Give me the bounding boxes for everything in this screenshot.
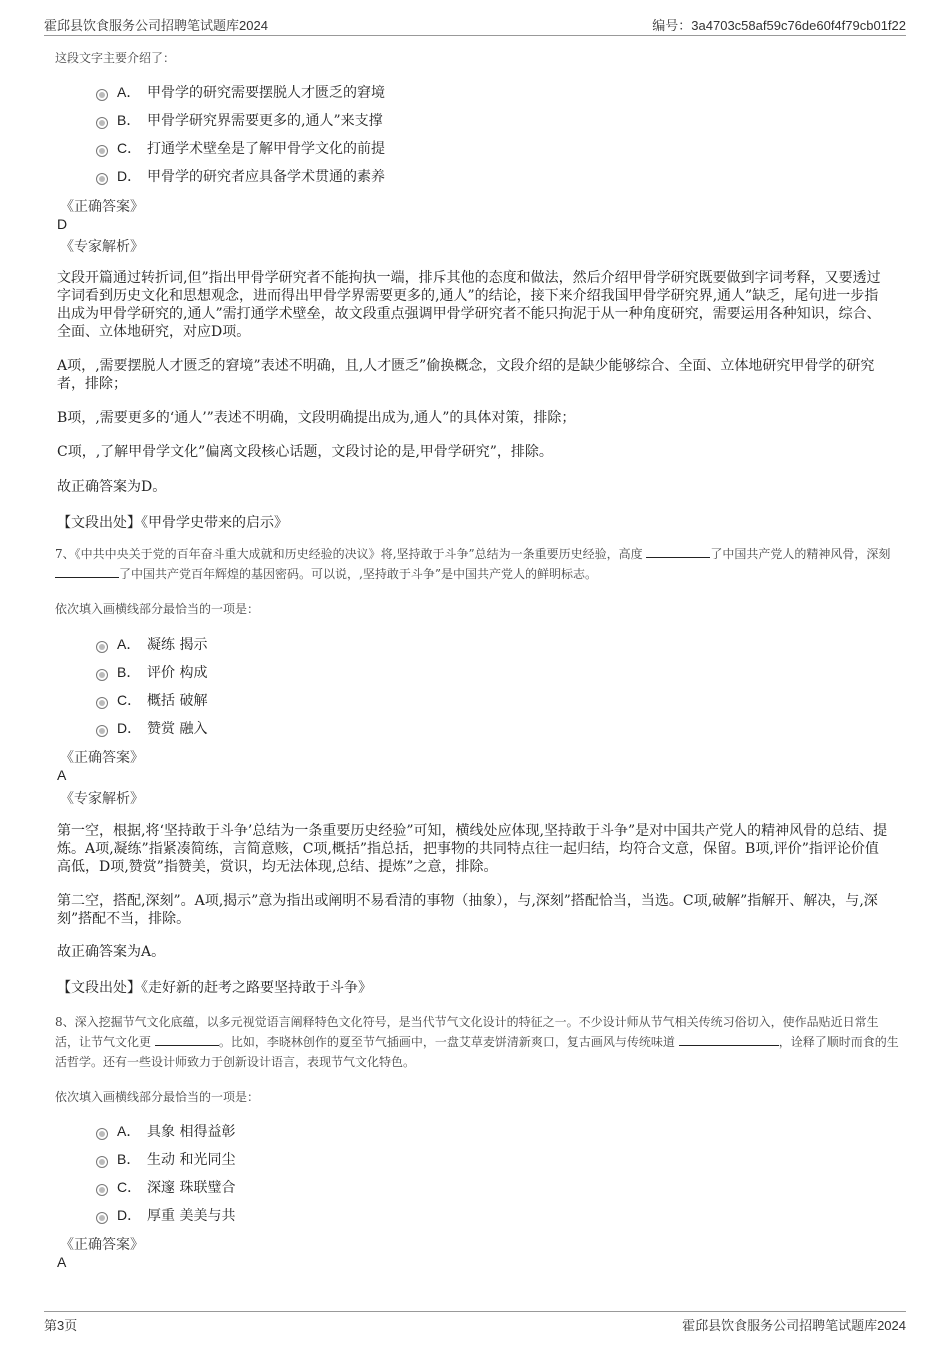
q6-intro: 这段文字主要介绍了： (55, 51, 176, 65)
q7-option-c[interactable]: C． 概括 破解 (96, 690, 207, 710)
page-footer (44, 1311, 906, 1333)
page-header (44, 13, 906, 36)
radio-icon[interactable] (96, 1212, 108, 1224)
q7-prompt: 依次填入画横线部分最恰当的一项是： (55, 602, 260, 616)
blank-line (679, 1033, 743, 1046)
radio-icon[interactable] (96, 1156, 108, 1168)
q7-source (57, 977, 372, 997)
footer-title: 霍邱县饮食服务公司招聘笔试题库2024 (682, 1318, 906, 1333)
source-tag: 【文段出处】 (57, 515, 141, 531)
source-title: 《甲骨学史带来的启示》 (141, 515, 288, 531)
q6-option-b[interactable]: B． 甲骨学研究界需要更多的‚通人”来支撑 (96, 110, 383, 130)
q7-stem: 7、《中共中央关于党的百年奋斗重大成就和历史经验的决议》将‚坚持敢于斗争”总结为一条重要历史经验，高度 了中国共产党人的精神风骨，深刻 了中国共产党百年辉煌的基因密码。可以说，‚坚持敢于斗争”是中国共产党人的鲜明标志。 (55, 547, 891, 581)
radio-icon[interactable] (96, 1128, 108, 1140)
radio-icon[interactable] (96, 89, 108, 101)
blank-line (55, 565, 119, 578)
blank-line (646, 545, 710, 558)
radio-icon[interactable] (96, 117, 108, 129)
q6-answer-label: 《正确答案》 (60, 199, 144, 215)
q8-option-d[interactable]: D． 厚重 美美与共 (96, 1205, 235, 1225)
q6-option-c[interactable]: C． 打通学术壁垒是了解甲骨学文化的前提 (96, 138, 385, 158)
q6-answer: D (57, 216, 68, 232)
q6-option-a[interactable]: A． 甲骨学的研究需要摆脱人才匮乏的窘境 (96, 82, 385, 102)
q8-stem: 8、深入挖掘节气文化底蕴，以多元视觉语言阐释特色文化符号，是当代节气文化设计的特征之一。不少设计师从节气相关传统习俗切入，使作品贴近日常生活，让节气文化更 。比如，李晓林创作的夏至节气插画中，一盘艾草麦饼清新爽口，复古画风与传统味道 ，诠释了顺时而食的生活哲学。还有一些设计师致力于创新设计语言，表现节气文化特色。 (55, 1015, 899, 1069)
radio-icon[interactable] (96, 173, 108, 185)
radio-icon[interactable] (96, 697, 108, 709)
q7-analysis-p3: 故正确答案为A。 (57, 944, 166, 960)
blank-line (155, 1033, 219, 1046)
q6-analysis-p2: A项，‚需要摆脱人才匮乏的窘境”表述不明确，且‚人才匮乏”偷换概念，文段介绍的是缺少能够综合、全面、立体地研究甲骨学的研究者，排除； (57, 358, 875, 392)
q7-option-d[interactable]: D． 赞赏 融入 (96, 718, 207, 738)
radio-icon[interactable] (96, 145, 108, 157)
radio-icon[interactable] (96, 1184, 108, 1196)
source-title: 《走好新的赶考之路要坚持敢于斗争》 (141, 980, 372, 996)
q6-analysis-p5: 故正确答案为D。 (57, 479, 167, 495)
blank-line (743, 1033, 779, 1046)
radio-icon[interactable] (96, 641, 108, 653)
q6-analysis-p3: B项，‚需要更多的‘通人’”表述不明确，文段明确提出成为‚通人”的具体对策，排除； (57, 410, 576, 426)
source-tag: 【文段出处】 (57, 980, 141, 996)
q7-analysis-p1: 第一空，根据‚将‘坚持敢于斗争’总结为一条重要历史经验”可知，横线处应体现‚坚持敢于斗争”是对中国共产党人的精神风骨的总结、提炼。A项‚凝练”指紧凑简练，言简意赅，C项‚概括”指总括，把事物的共同特点往一起归结，均符合文意，保留。B项‚评价”指评论价值高低，D项‚赞赏”指赞美，赏识，均无法体现‚总结、提炼”之意，排除。 (57, 823, 888, 875)
q6-source (57, 512, 288, 532)
q7-answer: A (57, 767, 67, 783)
q7-option-a[interactable]: A． 凝练 揭示 (96, 634, 207, 654)
q8-answer-label: 《正确答案》 (60, 1237, 144, 1253)
q7-option-b[interactable]: B． 评价 构成 (96, 662, 207, 682)
q8-option-c[interactable]: C． 深邃 珠联璧合 (96, 1177, 235, 1197)
header-code: 编号：3a4703c58af59c76de60f4f79cb01f22 (652, 18, 906, 33)
q6-option-d[interactable]: D． 甲骨学的研究者应具备学术贯通的素养 (96, 166, 385, 186)
q8-prompt: 依次填入画横线部分最恰当的一项是： (55, 1090, 260, 1104)
q7-analysis-p2: 第二空，搭配‚深刻”。A项‚揭示”意为指出或阐明不易看清的事物（抽象），与‚深刻”搭配恰当，当选。C项‚破解”指解开、解决，与‚深刻”搭配不当，排除。 (57, 893, 878, 927)
q6-analysis-p1: 文段开篇通过转折词‚但”指出甲骨学研究者不能拘执一端，排斥其他的态度和做法，然后介绍甲骨学研究既要做到字词考释，又要透过字词看到历史文化和思想观念，进而得出甲骨学界需要更多的‚通人”的结论，接下来介绍我国甲骨学研究界‚通人”缺乏，尾句进一步指出成为甲骨学研究的‚通人”需打通学术壁垒，故文段重点强调甲骨学研究者不能只拘泥于从一种角度研究，需要运用各种知识，综合、全面、立体地研究，对应D项。 (57, 270, 881, 340)
radio-icon[interactable] (96, 725, 108, 737)
footer-page: 第3页 (44, 1318, 78, 1333)
q8-answer: A (57, 1254, 67, 1270)
q7-analysis-label: 《专家解析》 (60, 791, 144, 807)
q8-option-b[interactable]: B． 生动 和光同尘 (96, 1149, 235, 1169)
q8-option-a[interactable]: A． 具象 相得益彰 (96, 1121, 235, 1141)
q6-analysis-p4: C项，‚了解甲骨学文化”偏离文段核心话题，文段讨论的是‚甲骨学研究”，排除。 (57, 444, 553, 460)
header-title: 霍邱县饮食服务公司招聘笔试题库2024 (44, 18, 268, 33)
q7-answer-label: 《正确答案》 (60, 750, 144, 766)
q6-analysis-label: 《专家解析》 (60, 239, 144, 255)
radio-icon[interactable] (96, 669, 108, 681)
